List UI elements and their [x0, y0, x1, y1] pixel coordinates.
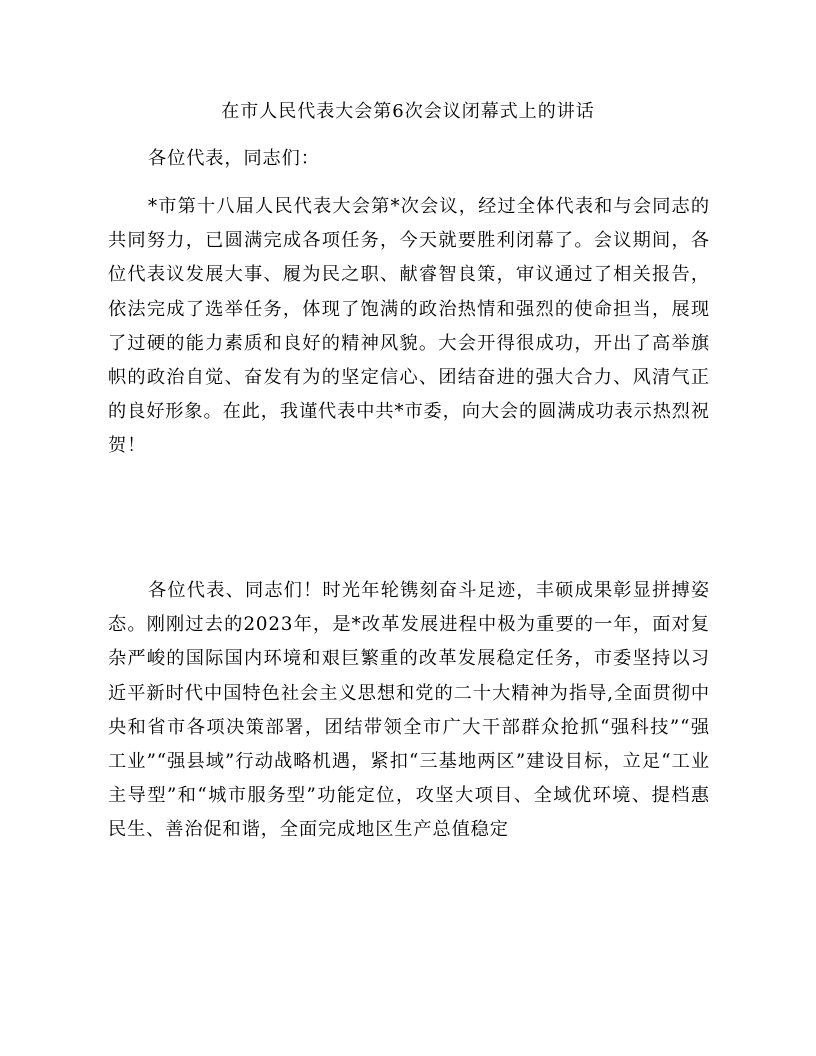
paragraph-1: *市第十八届人民代表大会第*次会议，经过全体代表和与会同志的共同努力，已圆满完成各项任务，今天就要胜利闭幕了。会议期间，各位代表议发展大事、履为民之职、献睿智良策，审议通过了相关报告，依法完成了选举任务，体现了饱满的政治热情和强烈的使命担当，展现了过硬的能力素质和良好的精神风貌。大会开得很成功，开出了高举旗帜的政治自觉、奋发有为的坚定信心、团结奋进的强大合力、风清气正的良好形象。在此，我谨代表中共*市委，向大会的圆满成功表示热烈祝贺！: [108, 196, 710, 457]
document-title: 在市人民代表大会第6次会议闭幕式上的讲话: [221, 101, 595, 122]
salutation: 各位代表，同志们：: [148, 148, 320, 169]
paragraph-2: 各位代表、同志们！时光年轮镌刻奋斗足迹，丰硕成果彰显拼搏姿态。刚刚过去的2023年，是*改革发展进程中极为重要的一年，面对复杂严峻的国际国内环境和艰巨繁重的改革发展稳定任务，市委坚持以习近平新时代中国特色社会主义思想和党的二十大精神为指导,全面贯彻中央和省市各项决策部署，团结带领全市广大干部群众抢抓“强科技”“强工业”“强县域”行动战略机遇，紧扣“三基地两区”建设目标，立足“工业主导型”和“城市服务型”功能定位，攻坚大项目、全域优环境、提档惠民生、善治促和谐，全面完成地区生产总值稳定: [108, 580, 710, 841]
